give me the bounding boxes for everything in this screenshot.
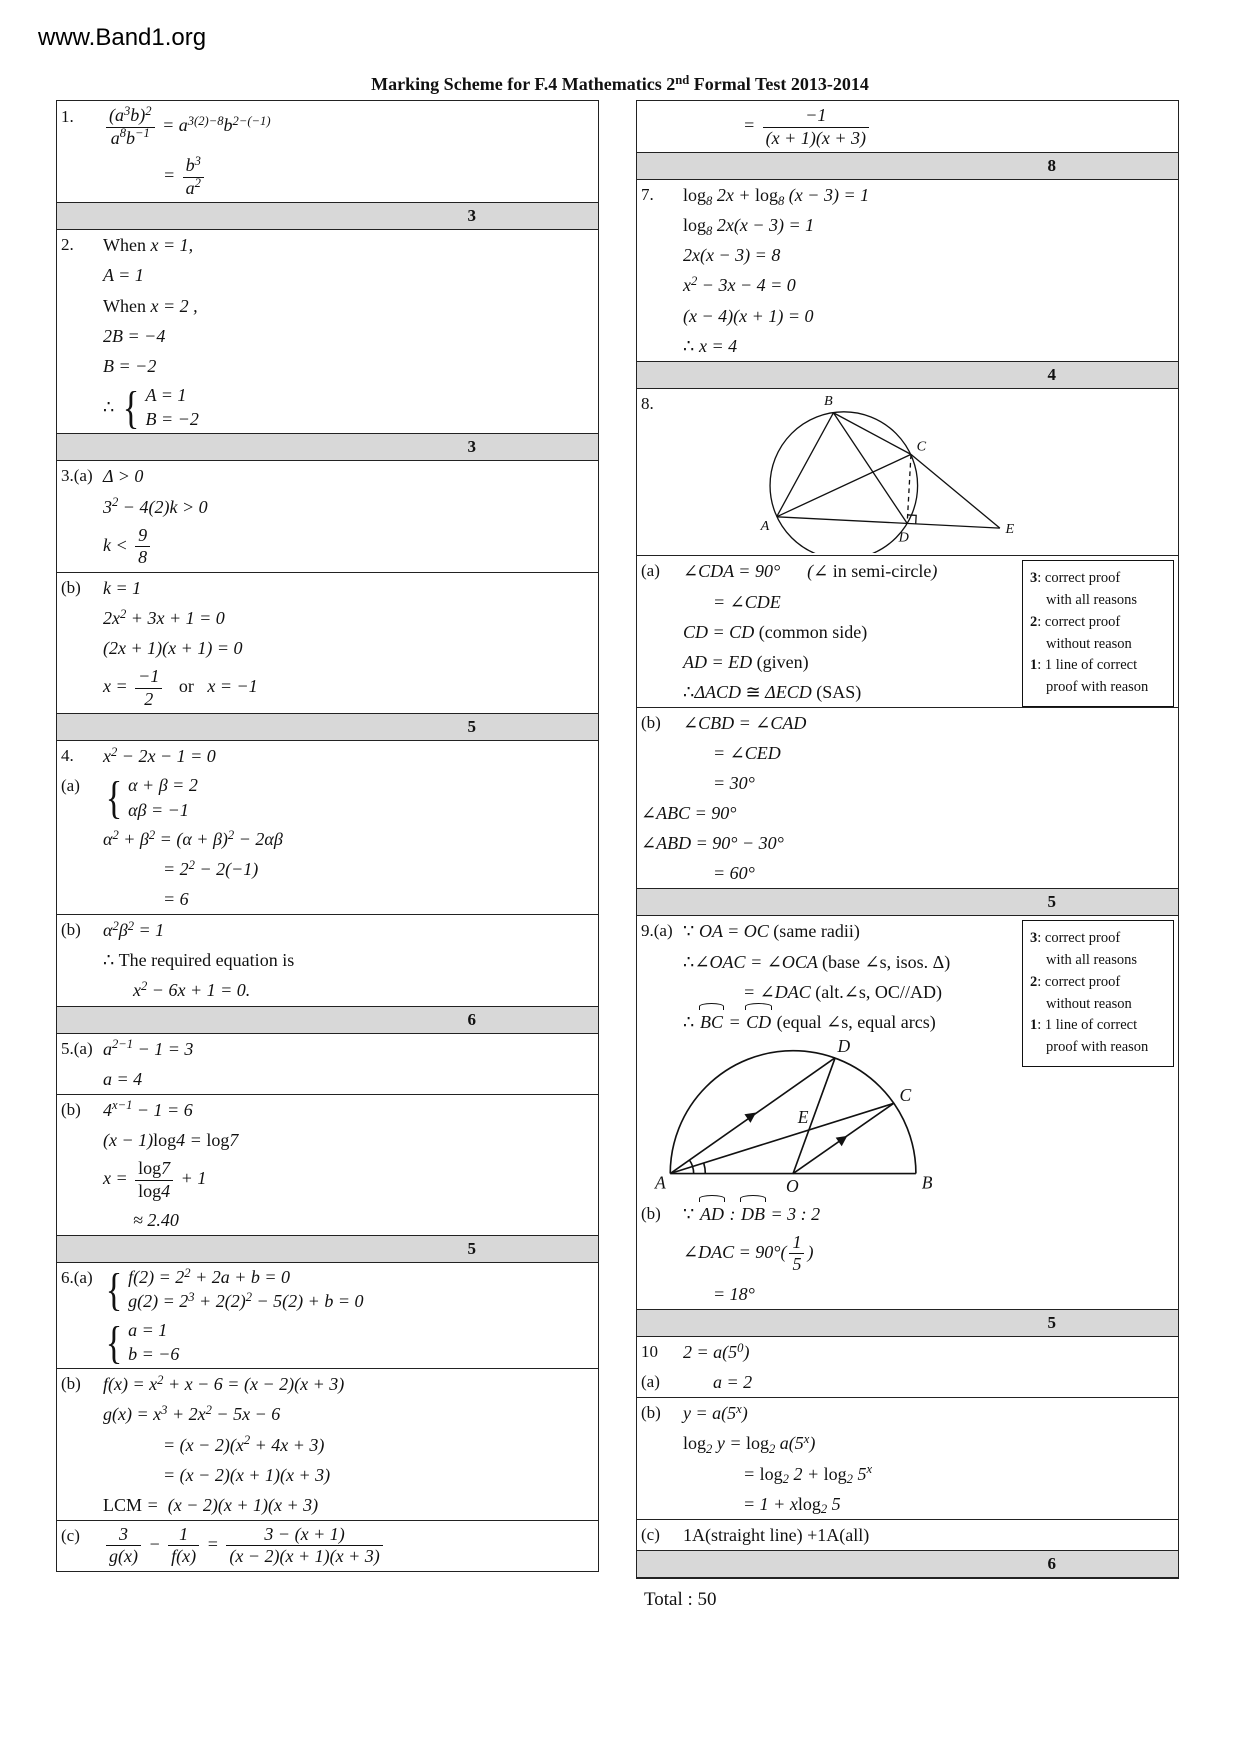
question-label (641, 589, 683, 592)
score-value: 5 (467, 1239, 476, 1259)
question-label: 8. (641, 393, 654, 413)
therefore-symbol: ∴ (103, 396, 115, 417)
criteria-line: with all reasons (1046, 952, 1138, 969)
math-expression: a = 2 (713, 1372, 753, 1393)
question-label: (a) (61, 776, 80, 796)
math-expression: log2 y = log2 a(5$^x$) (683, 1432, 816, 1456)
question-label (641, 333, 683, 336)
solution-line (57, 1155, 598, 1205)
score-value: 5 (467, 717, 476, 737)
question-label (61, 1318, 103, 1321)
math-expression: A = 1 (103, 265, 144, 286)
score-value: 8 (1047, 156, 1056, 176)
brace: { (105, 772, 123, 824)
math-expression: When x = 2 , (103, 295, 198, 316)
criteria-line: 1: 1 line of correct (1030, 1017, 1138, 1034)
solution-line (57, 492, 598, 522)
total-score: Total : 50 (644, 1588, 717, 1610)
question-label (61, 1127, 103, 1130)
question-label (641, 770, 683, 773)
point-label-C: C (916, 438, 927, 455)
solution-line (637, 180, 1178, 210)
solution-line (637, 102, 1178, 152)
math-expression: $x^2 - 2x - 1 = 0$ (103, 744, 216, 767)
math-expression: = ∠CDE (713, 591, 781, 612)
math-expression: = ∠DAC (alt.∠s, OC//AD) (743, 981, 942, 1002)
question-label (61, 886, 103, 889)
math-expression: $g(x) = x^3 + 2x^2 - 5x - 6$ (103, 1403, 281, 1425)
solution-line (637, 240, 1178, 270)
question-label (641, 272, 683, 275)
question-label (61, 154, 103, 157)
solution-line (57, 915, 598, 945)
math-expression: $x^2 - 3x - 4 = 0$ (683, 274, 796, 296)
score-value: 6 (467, 1009, 476, 1029)
score-value: 3 (467, 206, 476, 226)
question-label (641, 242, 683, 245)
question-label (641, 740, 683, 743)
solution-line (57, 291, 598, 321)
solution-line (57, 461, 598, 491)
solution-line (637, 1398, 1178, 1428)
question-label: 9.(a) (641, 921, 673, 941)
criteria-line: 3: correct proof (1030, 570, 1121, 587)
math-expression: = 1 + xlog2 5 (743, 1493, 841, 1517)
math-expression: ∠CBD = ∠CAD (683, 712, 807, 733)
two-column-solutions (56, 100, 1179, 1611)
solution-line (57, 381, 598, 434)
solution-line (57, 824, 598, 854)
math-expression: log8 2x + log8 (x − 3) = 1 (683, 185, 870, 208)
solution-line (57, 771, 598, 824)
question-label: (b) (61, 920, 81, 940)
score-bar (57, 1006, 598, 1034)
math-expression: Δ > 0 (103, 466, 144, 487)
math-expression: ∠ABC = 90° (641, 803, 737, 824)
solution-line (637, 210, 1178, 240)
criteria-line: 2: correct proof (1030, 613, 1121, 630)
question-label: (b) (61, 1374, 81, 1394)
solution-line (57, 1369, 598, 1399)
marking-criteria-box (1022, 560, 1174, 707)
math-expression: $\frac{3}{g(x)}$ − $\frac{1}{f(x)}$ = $\frac{3 - (x + 1)}{(x - 2)(x + 1)(x + 3)}$ (103, 1523, 386, 1569)
math-expression: CD = CD (common side) (683, 621, 868, 642)
marking-criteria-box (1022, 920, 1174, 1067)
math-expression: x = $\frac{-1}{2}$ or x = −1 (103, 666, 258, 709)
question-label: (a) (641, 1372, 660, 1392)
solution-line (637, 828, 1178, 858)
equation-system (103, 1265, 363, 1314)
math-expression: $a^{2-1} - 1 = 3$ (103, 1037, 194, 1059)
math-expression: = $(x - 2)(x^2 + 4x + 3)$ (163, 1433, 325, 1455)
solution-line (57, 152, 598, 202)
question-label (61, 1157, 103, 1160)
solution-line (57, 1034, 598, 1064)
solution-line (57, 1064, 598, 1094)
solution-line (637, 1367, 1178, 1397)
question-label: 1. (61, 107, 74, 126)
math-expression: = $2^2 - 2(-1)$ (163, 857, 259, 880)
question8-diagram (683, 391, 1033, 554)
brace: { (105, 1316, 123, 1368)
solution-line (637, 708, 1178, 738)
math-expression: = log2 2 + log2 5$^x$ (743, 1462, 873, 1487)
system-line: $g(2) = 2^3 + 2(2)^2 - 5(2) + b = 0$ (128, 1290, 364, 1312)
brace: { (123, 381, 140, 433)
question-label (641, 303, 683, 306)
score-value: 4 (1047, 364, 1056, 384)
math-expression: a = 4 (103, 1068, 143, 1089)
question-label (641, 1009, 683, 1012)
question-label (61, 383, 103, 386)
solution-line (57, 663, 598, 713)
math-expression: 1A(straight line) +1A(all) (683, 1524, 870, 1545)
solution-line (57, 321, 598, 351)
question-label (641, 212, 683, 215)
solution-line (637, 1428, 1178, 1458)
solution-line (57, 975, 598, 1005)
point-label-A: A (760, 517, 770, 534)
system-line: b = −6 (128, 1344, 180, 1365)
math-expression: log8 2x(x − 3) = 1 (683, 215, 815, 238)
system-line: $f(2) = 2^2 + 2a + b = 0$ (128, 1265, 291, 1288)
solution-line (57, 1460, 598, 1490)
point-label-A: A (655, 1172, 666, 1193)
parallel-arrow-mark (836, 1131, 851, 1146)
criteria-line: without reason (1046, 635, 1132, 652)
question-label (61, 1462, 103, 1465)
math-expression: y = a(5$^x$) (683, 1402, 748, 1424)
point-label-B: B (823, 392, 833, 409)
math-expression: ≈ 2.40 (133, 1210, 179, 1231)
equation-system (103, 773, 198, 822)
left-column (56, 100, 599, 1572)
question-label: (a) (641, 561, 660, 581)
question-label: (c) (641, 1524, 660, 1544)
question-label (641, 649, 683, 652)
math-expression: B = −2 (103, 355, 157, 376)
criteria-line: 2: correct proof (1030, 973, 1121, 990)
math-expression: (2x + 1)(x + 1) = 0 (103, 638, 243, 658)
question-label (61, 524, 103, 527)
solution-line (637, 1520, 1178, 1550)
math-expression: $2 = a(5^0)$ (683, 1340, 750, 1363)
question-label (61, 323, 103, 326)
question-label (61, 665, 103, 668)
score-value: 3 (467, 437, 476, 457)
question-label (61, 826, 103, 829)
solution-line (57, 884, 598, 914)
solution-line (637, 738, 1178, 768)
math-expression: (x − 4)(x + 1) = 0 (683, 305, 814, 326)
point-label-O: O (786, 1176, 799, 1197)
question-label (61, 494, 103, 497)
question-label: (c) (61, 1525, 80, 1545)
point-label-D: D (898, 529, 909, 546)
math-expression: = ∠CED (713, 743, 781, 763)
solution-line (57, 603, 598, 633)
math-expression: = (x − 2)(x + 1)(x + 3) (163, 1464, 331, 1485)
math-expression: ∵ OA = OC (same radii) (683, 921, 860, 942)
point-label-D: D (837, 1038, 851, 1056)
score-bar (57, 713, 598, 741)
score-bar (637, 1550, 1178, 1578)
equation-system (103, 1318, 179, 1367)
solution-line (57, 522, 598, 572)
math-expression: AD = ED (given) (683, 651, 809, 672)
solution-line (637, 270, 1178, 300)
score-value: 5 (1047, 892, 1056, 912)
score-bar (637, 888, 1178, 916)
math-expression: = 18° (713, 1284, 755, 1305)
solution-line (637, 1489, 1178, 1519)
question-label (61, 856, 103, 859)
solution-line (637, 858, 1178, 888)
math-expression: $4^{x-1} - 1 = 6$ (103, 1098, 193, 1120)
question-label: 5.(a) (61, 1038, 93, 1058)
question-label (641, 860, 683, 863)
math-expression: $x^2 - 6x + 1 = 0$. (133, 979, 251, 1001)
solution-line (57, 102, 598, 152)
math-expression: ∠DAC = 90°( $\frac{1}{5}$ ) (683, 1231, 814, 1275)
question-label: 6.(a) (61, 1268, 93, 1288)
system-line: α + β = 2 (128, 775, 198, 796)
math-expression: $2x^2 + 3x + 1 = 0$ (103, 606, 225, 628)
math-expression: When x = 1, (103, 235, 194, 256)
question-label: 7. (641, 185, 654, 205)
criteria-line: with all reasons (1046, 592, 1138, 609)
diagram-row (637, 389, 1178, 556)
solution-line (637, 1229, 1178, 1279)
solution-line (637, 331, 1178, 361)
math-expression: ∴ΔACD ≅ ΔECD (SAS) (683, 681, 862, 702)
solution-line (57, 945, 598, 975)
question-label (61, 1207, 103, 1210)
math-expression: x = $\frac{\log 7}{\log 4}$ + 1 (103, 1157, 207, 1201)
solution-line (57, 633, 598, 663)
criteria-line: proof with reason (1046, 679, 1149, 696)
math-expression: = $\frac{-1}{(x + 1)(x + 3)}$ (743, 104, 872, 150)
question-label (61, 947, 103, 950)
math-expression: ∴ x = 4 (683, 335, 738, 356)
math-expression: ∠ABD = 90° − 30° (641, 833, 784, 854)
solution-line (57, 1125, 598, 1155)
solution-line (637, 301, 1178, 331)
system-line: B = −2 (145, 409, 199, 430)
math-expression: $\alpha^2 + \beta^2 = (\alpha + \beta)^2 - 2\alpha\beta$ (103, 827, 283, 849)
question-label (641, 1281, 683, 1284)
math-expression: $f(x) = x^2 + x - 6 = (x - 2)(x + 3)$ (103, 1373, 345, 1395)
solution-line (637, 1337, 1178, 1367)
criteria-line: 3: correct proof (1030, 930, 1121, 947)
right-column (636, 100, 1179, 1579)
question-label (61, 293, 103, 296)
site-watermark: www.Band1.org (38, 24, 207, 51)
solution-line (57, 854, 598, 884)
score-bar (637, 361, 1178, 389)
question-label: (b) (641, 1403, 661, 1423)
point-label-E: E (797, 1107, 809, 1128)
math-expression: (x − 1)log4 = log7 (103, 1129, 239, 1150)
question-label (61, 1432, 103, 1435)
question9-diagram (641, 1039, 951, 1197)
question-label (61, 353, 103, 356)
math-expression: ∴ The required equation is (103, 950, 295, 971)
document-title: Marking Scheme for F.4 Mathematics 2nd Formal Test 2013-2014 (371, 72, 869, 94)
math-expression: = $\frac{b^3}{a^2}$ (163, 154, 207, 200)
math-expression: $3^2 - 4(2)k > 0$ (103, 495, 208, 517)
question-label (641, 1491, 683, 1494)
score-bar (57, 433, 598, 461)
solution-line (57, 741, 598, 771)
solution-line (57, 1490, 598, 1520)
question-label: 2. (61, 235, 74, 255)
brace: { (105, 1263, 123, 1315)
question-label (641, 679, 683, 682)
solution-line (57, 260, 598, 290)
criteria-line: 1: 1 line of correct (1030, 657, 1138, 674)
math-expression: 2x(x − 3) = 8 (683, 245, 781, 266)
math-expression: = 60° (713, 863, 755, 884)
math-expression: ∠CDA = 90° (∠ in semi-circle) (683, 561, 938, 582)
solution-line (57, 351, 598, 381)
math-expression: $\frac{(a^3b)^2}{a^8b^{-1}}$ = $a^{3(2)-8}b^{2-(-1)}$ (103, 104, 271, 150)
math-expression: ∵ AD : DB = 3 : 2 (683, 1201, 820, 1227)
question-label: (b) (61, 577, 81, 597)
solution-line (637, 798, 1178, 828)
math-expression: k < $\frac{9}{8}$ (103, 524, 153, 570)
question-label (61, 262, 103, 265)
system-line: αβ = −1 (128, 799, 189, 820)
question-label: (b) (641, 1203, 661, 1223)
score-value: 6 (1047, 1553, 1056, 1573)
question-label: 10 (641, 1342, 658, 1362)
question-label (641, 949, 683, 952)
math-expression: k = 1 (103, 577, 142, 598)
right-column-wrap (636, 100, 1179, 1611)
question-label (61, 1066, 103, 1069)
math-expression: = 6 (163, 889, 189, 910)
question-label (641, 1231, 683, 1234)
solution-line (57, 573, 598, 603)
score-bar (57, 202, 598, 230)
math-expression: 2B = −4 (103, 325, 166, 346)
solution-line (637, 1279, 1178, 1309)
solution-line (57, 1263, 598, 1316)
question-label (641, 619, 683, 622)
question-label: (b) (61, 1099, 81, 1119)
system-line: a = 1 (128, 1319, 168, 1340)
point-label-C: C (899, 1084, 912, 1105)
question-label (641, 1461, 683, 1464)
solution-line (57, 1316, 598, 1369)
solution-line (57, 1399, 598, 1429)
score-bar (637, 152, 1178, 180)
equation-system (120, 383, 198, 432)
question-label (61, 635, 103, 638)
system-line: A = 1 (145, 384, 187, 405)
angle-arc (704, 1163, 706, 1174)
solution-line (637, 1459, 1178, 1489)
question-label: 4. (61, 746, 74, 766)
math-expression: $\alpha^2\beta^2 = 1$ (103, 918, 165, 941)
question-label (641, 104, 683, 107)
point-label-E: E (1005, 520, 1015, 537)
solution-line (637, 1199, 1178, 1229)
question-label: (b) (641, 712, 661, 732)
question-label (61, 1401, 103, 1404)
question-label (61, 605, 103, 608)
math-expression: ∴ BC = CD (equal ∠s, equal arcs) (683, 1009, 936, 1035)
question-label: 3.(a) (61, 466, 93, 486)
score-bar (637, 1309, 1178, 1337)
solution-line (57, 1430, 598, 1460)
question-label (61, 977, 103, 980)
question-label (61, 1492, 103, 1495)
point-label-B: B (921, 1172, 933, 1193)
math-expression: LCM = (x − 2)(x + 1)(x + 3) (103, 1494, 319, 1515)
solution-line (57, 1521, 598, 1571)
math-expression: = 30° (713, 773, 755, 794)
solution-line (57, 1095, 598, 1125)
question-label (641, 1430, 683, 1433)
score-bar (57, 1235, 598, 1263)
score-value: 5 (1047, 1313, 1056, 1333)
criteria-line: without reason (1046, 995, 1132, 1012)
solution-line (57, 230, 598, 260)
math-expression: ∴∠OAC = ∠OCA (base ∠s, isos. Δ) (683, 951, 951, 972)
solution-line (57, 1205, 598, 1235)
question-label (641, 979, 683, 982)
criteria-line: proof with reason (1046, 1039, 1149, 1056)
solution-line (637, 768, 1178, 798)
